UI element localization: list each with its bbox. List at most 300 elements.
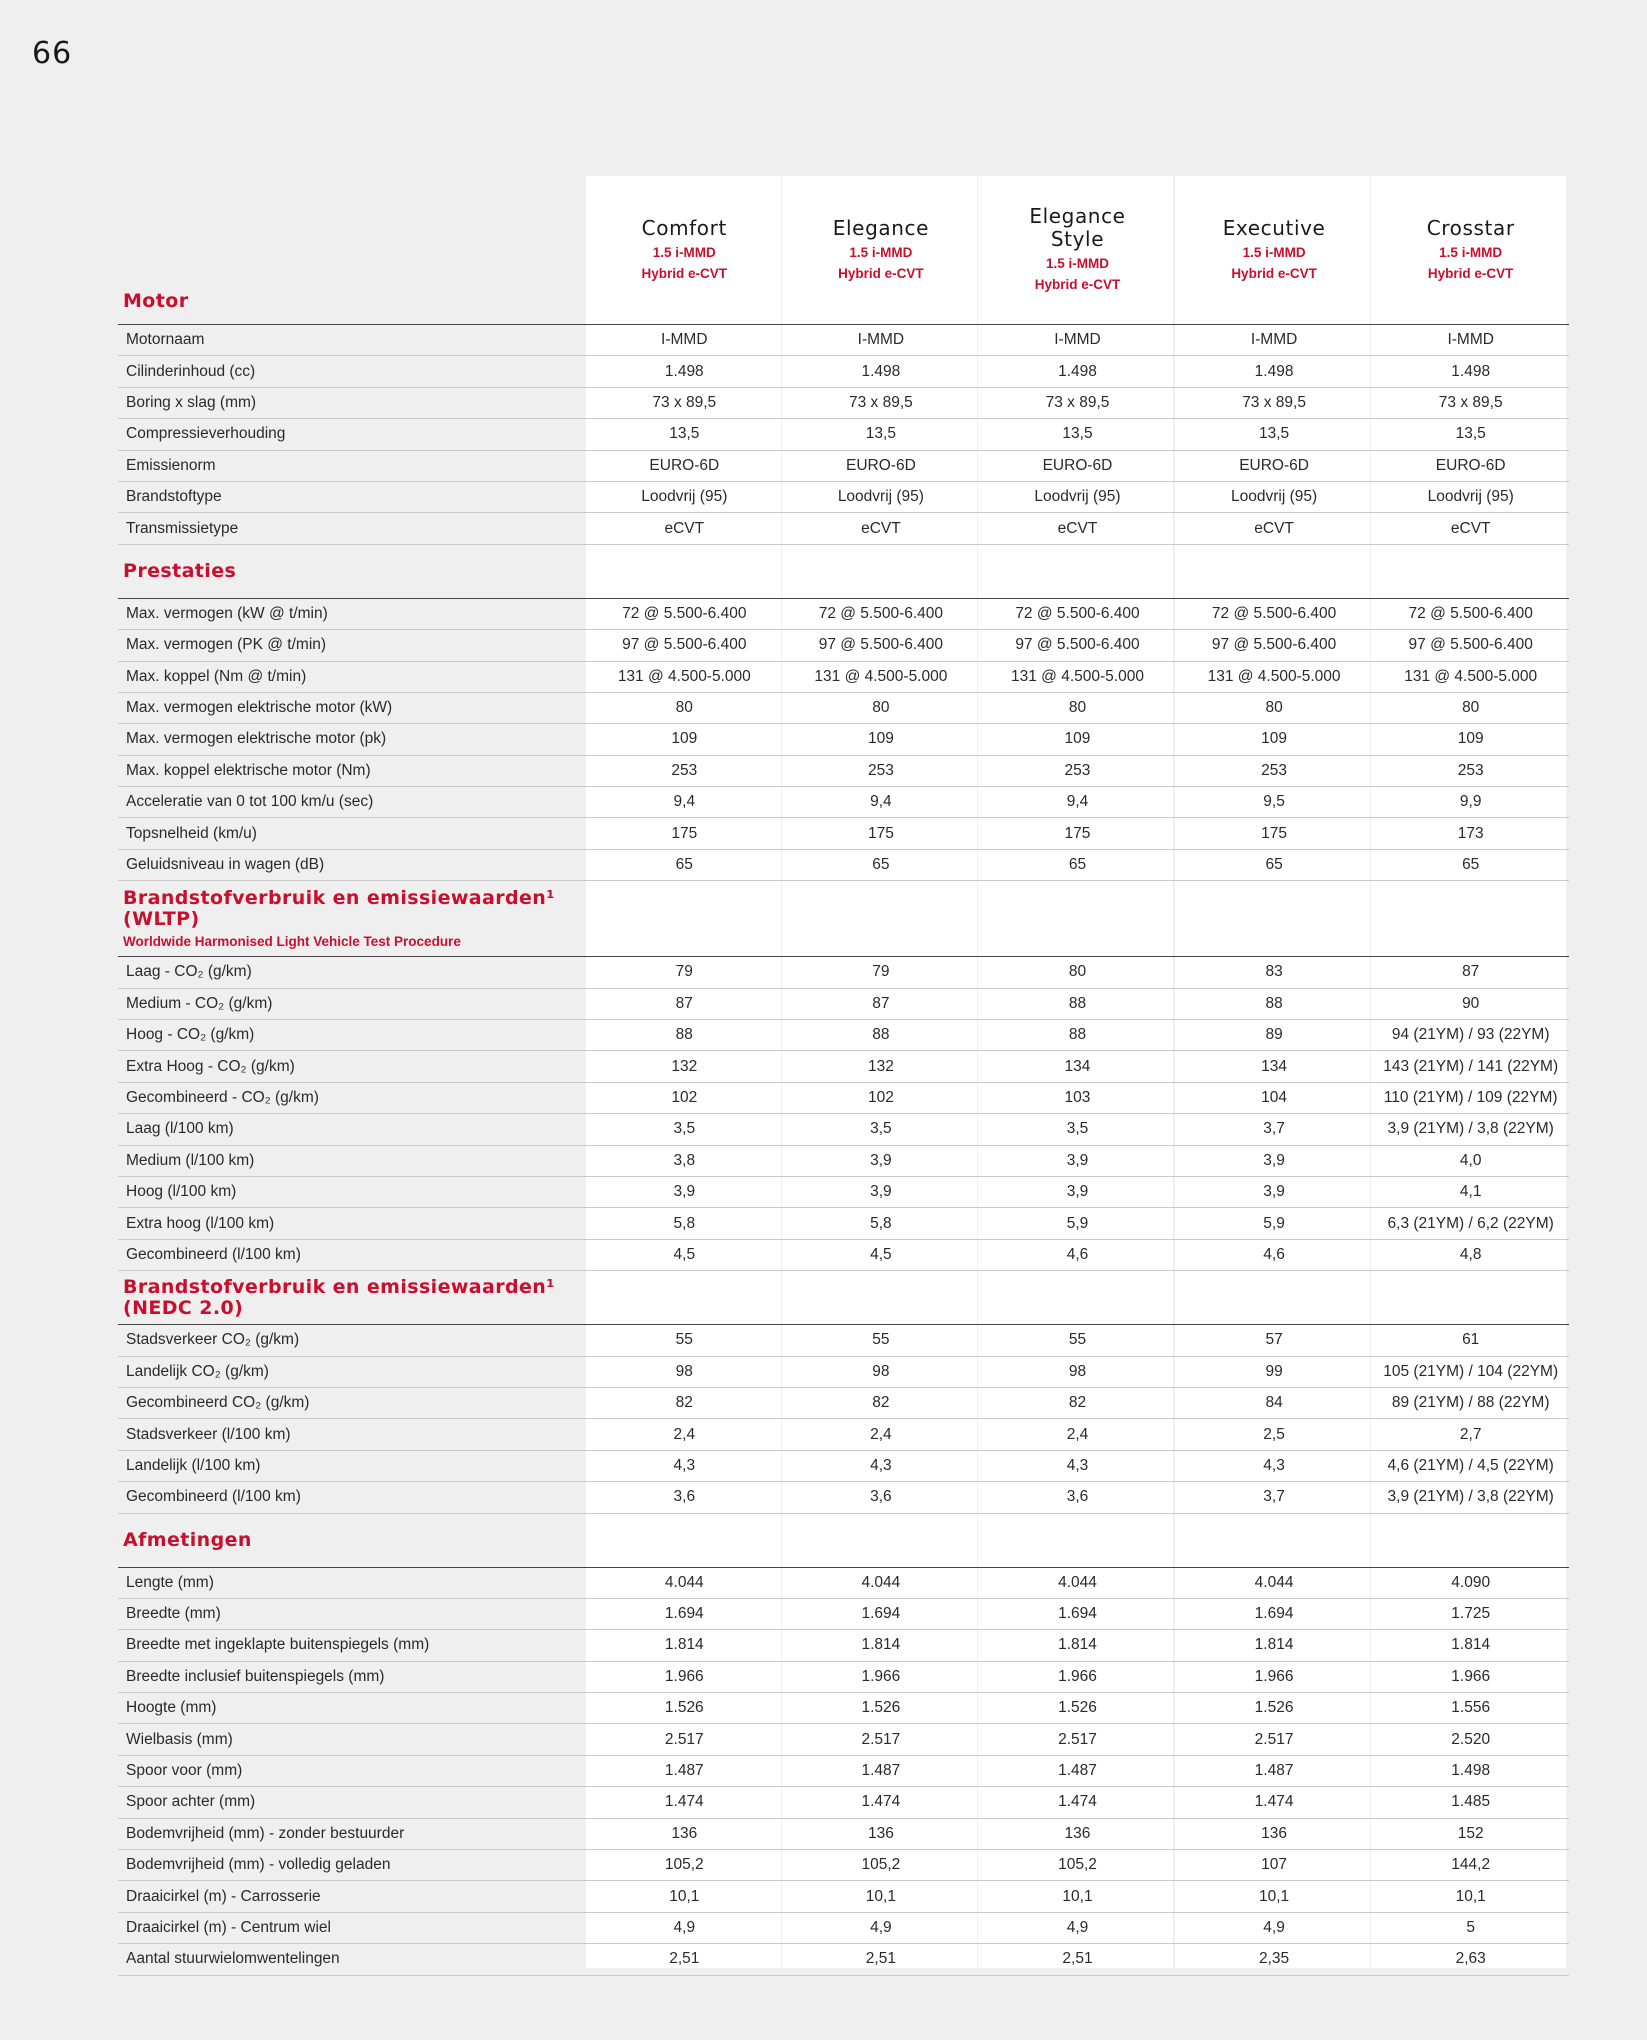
- spec-value: 1.526: [783, 1693, 980, 1724]
- spec-value: 2.520: [1372, 1724, 1569, 1755]
- spec-value: 1.694: [1176, 1598, 1373, 1629]
- spec-value: 253: [586, 755, 783, 786]
- spec-value: 175: [1176, 818, 1373, 849]
- spec-label: Max. vermogen elektrische motor (kW): [118, 692, 586, 723]
- table-row: [118, 1387, 1569, 1418]
- spec-label: Breedte (mm): [118, 1598, 586, 1629]
- spec-label: Max. vermogen elektrische motor (pk): [118, 724, 586, 755]
- table-row: [118, 661, 1569, 692]
- spec-value: 80: [979, 692, 1176, 723]
- spec-value: Loodvrij (95): [783, 481, 980, 512]
- spec-value: 4,1: [1372, 1176, 1569, 1207]
- table-row: [118, 1239, 1569, 1270]
- section-empty-cell: [979, 1271, 1176, 1325]
- spec-value: 1.694: [586, 1598, 783, 1629]
- spec-value: I-MMD: [1372, 325, 1569, 356]
- section-empty-cell: [783, 544, 980, 598]
- spec-value: 13,5: [586, 419, 783, 450]
- spec-value: 10,1: [783, 1881, 980, 1912]
- spec-value: 4.044: [783, 1567, 980, 1598]
- table-row: [118, 1693, 1569, 1724]
- table-row: [118, 1145, 1569, 1176]
- spec-value: eCVT: [1176, 513, 1373, 544]
- spec-value: 132: [783, 1051, 980, 1082]
- spec-value: 105,2: [586, 1850, 783, 1881]
- spec-value: 4,8: [1372, 1239, 1569, 1270]
- spec-value: 65: [783, 849, 980, 880]
- spec-label: Aantal stuurwielomwentelingen: [118, 1944, 586, 1975]
- spec-value: 5,8: [783, 1208, 980, 1239]
- spec-value: 10,1: [979, 1881, 1176, 1912]
- spec-table: [118, 176, 1569, 1976]
- table-row: [118, 356, 1569, 387]
- section-empty-cell: [1176, 1513, 1373, 1567]
- table-row: [118, 1325, 1569, 1356]
- spec-value: 1.966: [586, 1661, 783, 1692]
- section-title-cell: [118, 881, 586, 957]
- table-row: [118, 450, 1569, 481]
- model-engine-line1: 1.5 i-MMD: [652, 244, 716, 260]
- spec-value: 136: [586, 1818, 783, 1849]
- spec-value: 175: [586, 818, 783, 849]
- table-row: [118, 957, 1569, 988]
- spec-value: 88: [979, 1020, 1176, 1051]
- section-title: Prestaties: [123, 559, 237, 582]
- spec-value: 2,35: [1176, 1944, 1373, 1975]
- spec-value: 4,9: [979, 1912, 1176, 1943]
- section-empty-cell: [586, 1271, 783, 1325]
- model-engine-line2: Hybrid e-CVT: [641, 265, 728, 281]
- spec-value: 4,3: [783, 1450, 980, 1481]
- spec-value: 1.966: [783, 1661, 980, 1692]
- spec-value: 2,63: [1372, 1944, 1569, 1975]
- spec-value: 1.966: [1372, 1661, 1569, 1692]
- spec-value: 1.966: [1176, 1661, 1373, 1692]
- table-row: [118, 1020, 1569, 1051]
- spec-value: 173: [1372, 818, 1569, 849]
- spec-value: 2,5: [1176, 1419, 1373, 1450]
- model-name: Elegance Style: [1029, 204, 1126, 251]
- spec-label: Max. vermogen (PK @ t/min): [118, 630, 586, 661]
- spec-value: 72 @ 5.500-6.400: [979, 598, 1176, 629]
- spec-value: 80: [1176, 692, 1373, 723]
- table-row: [118, 1482, 1569, 1513]
- spec-label: Medium (l/100 km): [118, 1145, 586, 1176]
- model-header-cell: [783, 176, 980, 325]
- model-engine-line1: 1.5 i-MMD: [849, 244, 913, 260]
- spec-value: 9,9: [1372, 787, 1569, 818]
- spec-value: 1.814: [586, 1630, 783, 1661]
- spec-value: 99: [1176, 1356, 1373, 1387]
- spec-label: Extra Hoog - CO₂ (g/km): [118, 1051, 586, 1082]
- spec-value: 102: [783, 1082, 980, 1113]
- spec-value: 5,9: [1176, 1208, 1373, 1239]
- table-row: [118, 419, 1569, 450]
- spec-value: 10,1: [586, 1881, 783, 1912]
- spec-value: 107: [1176, 1850, 1373, 1881]
- spec-value: 3,8: [586, 1145, 783, 1176]
- spec-value: Loodvrij (95): [586, 481, 783, 512]
- spec-label: Bodemvrijheid (mm) - zonder bestuurder: [118, 1818, 586, 1849]
- spec-value: 80: [979, 957, 1176, 988]
- spec-value: 72 @ 5.500-6.400: [586, 598, 783, 629]
- spec-value: 61: [1372, 1325, 1569, 1356]
- spec-value: 1.526: [979, 1693, 1176, 1724]
- spec-label: Landelijk (l/100 km): [118, 1450, 586, 1481]
- table-row: [118, 1944, 1569, 1975]
- section-empty-cell: [1372, 1271, 1569, 1325]
- spec-value: 9,5: [1176, 787, 1373, 818]
- spec-value: EURO-6D: [979, 450, 1176, 481]
- spec-value: 1.474: [783, 1787, 980, 1818]
- spec-value: 79: [586, 957, 783, 988]
- spec-value: 110 (21YM) / 109 (22YM): [1372, 1082, 1569, 1113]
- spec-value: 4,9: [783, 1912, 980, 1943]
- spec-value: 73 x 89,5: [783, 387, 980, 418]
- spec-value: 98: [783, 1356, 980, 1387]
- table-row: [118, 1598, 1569, 1629]
- model-header-cell: [979, 176, 1176, 325]
- spec-label: Hoogte (mm): [118, 1693, 586, 1724]
- section-header-row: [118, 1271, 1569, 1325]
- spec-value: 4,6 (21YM) / 4,5 (22YM): [1372, 1450, 1569, 1481]
- table-row: [118, 1724, 1569, 1755]
- spec-label: Max. vermogen (kW @ t/min): [118, 598, 586, 629]
- spec-value: 3,6: [783, 1482, 980, 1513]
- spec-label: Bodemvrijheid (mm) - volledig geladen: [118, 1850, 586, 1881]
- spec-value: 131 @ 4.500-5.000: [1176, 661, 1373, 692]
- table-row: [118, 1850, 1569, 1881]
- spec-value: 4.090: [1372, 1567, 1569, 1598]
- model-engine-line2: Hybrid e-CVT: [1427, 265, 1514, 281]
- spec-label: Topsnelheid (km/u): [118, 818, 586, 849]
- spec-label: Gecombineerd (l/100 km): [118, 1482, 586, 1513]
- model-engine-line2: Hybrid e-CVT: [838, 265, 924, 281]
- table-row: [118, 787, 1569, 818]
- spec-value: 253: [1176, 755, 1373, 786]
- model-name: Crosstar: [1426, 215, 1515, 240]
- spec-value: Loodvrij (95): [979, 481, 1176, 512]
- spec-value: 2,4: [586, 1419, 783, 1450]
- spec-value: 97 @ 5.500-6.400: [1176, 630, 1373, 661]
- spec-label: Acceleratie van 0 tot 100 km/u (sec): [118, 787, 586, 818]
- spec-value: EURO-6D: [1176, 450, 1373, 481]
- model-engine-line1: 1.5 i-MMD: [1045, 256, 1109, 271]
- spec-value: 3,5: [979, 1114, 1176, 1145]
- table-row: [118, 692, 1569, 723]
- spec-label: Extra hoog (l/100 km): [118, 1208, 586, 1239]
- spec-value: 10,1: [1176, 1881, 1373, 1912]
- spec-value: 10,1: [1372, 1881, 1569, 1912]
- spec-value: 175: [979, 818, 1176, 849]
- section-title: Brandstofverbruik en emissiewaarden¹ (NEDC 2.0): [123, 1275, 555, 1319]
- spec-label: Hoog (l/100 km): [118, 1176, 586, 1207]
- spec-value: 3,9 (21YM) / 3,8 (22YM): [1372, 1482, 1569, 1513]
- spec-value: 109: [783, 724, 980, 755]
- spec-value: 136: [1176, 1818, 1373, 1849]
- spec-value: 1.966: [979, 1661, 1176, 1692]
- spec-value: 73 x 89,5: [1176, 387, 1373, 418]
- spec-label: Gecombineerd (l/100 km): [118, 1239, 586, 1270]
- spec-value: I-MMD: [979, 325, 1176, 356]
- section-empty-cell: [586, 544, 783, 598]
- spec-value: Loodvrij (95): [1176, 481, 1373, 512]
- table-row: [118, 481, 1569, 512]
- spec-value: 1.487: [586, 1755, 783, 1786]
- section-title-cell: [118, 1513, 586, 1567]
- spec-value: 109: [1372, 724, 1569, 755]
- spec-value: 82: [586, 1387, 783, 1418]
- table-row: [118, 1419, 1569, 1450]
- spec-value: 134: [979, 1051, 1176, 1082]
- spec-value: 5: [1372, 1912, 1569, 1943]
- section-empty-cell: [1372, 544, 1569, 598]
- spec-value: 80: [586, 692, 783, 723]
- table-row: [118, 325, 1569, 356]
- table-row: [118, 1787, 1569, 1818]
- spec-label: Motornaam: [118, 325, 586, 356]
- spec-value: 5,8: [586, 1208, 783, 1239]
- spec-value: 2.517: [979, 1724, 1176, 1755]
- spec-value: 131 @ 4.500-5.000: [783, 661, 980, 692]
- spec-value: 1.526: [586, 1693, 783, 1724]
- section-empty-cell: [979, 544, 1176, 598]
- spec-label: Gecombineerd CO₂ (g/km): [118, 1387, 586, 1418]
- spec-value: 83: [1176, 957, 1373, 988]
- spec-value: 1.498: [783, 356, 980, 387]
- spec-value: 9,4: [979, 787, 1176, 818]
- spec-value: 97 @ 5.500-6.400: [979, 630, 1176, 661]
- table-row: [118, 1176, 1569, 1207]
- spec-value: 3,9: [979, 1145, 1176, 1176]
- spec-value: 4,6: [1176, 1239, 1373, 1270]
- section-header-row: [118, 881, 1569, 957]
- spec-value: 82: [783, 1387, 980, 1418]
- spec-value: 1.814: [1176, 1630, 1373, 1661]
- spec-value: 3,7: [1176, 1114, 1373, 1145]
- spec-label: Brandstoftype: [118, 481, 586, 512]
- spec-value: 105,2: [979, 1850, 1176, 1881]
- spec-value: 98: [586, 1356, 783, 1387]
- spec-value: 1.498: [979, 356, 1176, 387]
- spec-value: 143 (21YM) / 141 (22YM): [1372, 1051, 1569, 1082]
- section-empty-cell: [783, 881, 980, 957]
- table-row: [118, 755, 1569, 786]
- spec-value: 65: [1372, 849, 1569, 880]
- spec-value: 253: [979, 755, 1176, 786]
- spec-value: 65: [1176, 849, 1373, 880]
- table-row: [118, 1082, 1569, 1113]
- model-engine-line2: Hybrid e-CVT: [1034, 277, 1121, 292]
- section-empty-cell: [1176, 881, 1373, 957]
- section-subtitle: Worldwide Harmonised Light Vehicle Test Procedure: [123, 934, 461, 950]
- spec-value: 4,5: [783, 1239, 980, 1270]
- spec-value: 73 x 89,5: [586, 387, 783, 418]
- spec-value: 1.694: [979, 1598, 1176, 1629]
- table-row: [118, 1630, 1569, 1661]
- spec-value: 131 @ 4.500-5.000: [586, 661, 783, 692]
- section-title-cell: [118, 176, 586, 325]
- spec-value: 2,51: [783, 1944, 980, 1975]
- spec-value: 90: [1372, 988, 1569, 1019]
- spec-label: Max. koppel elektrische motor (Nm): [118, 755, 586, 786]
- table-row: [118, 849, 1569, 880]
- spec-value: 1.498: [1176, 356, 1373, 387]
- spec-value: 2,51: [979, 1944, 1176, 1975]
- spec-value: 175: [783, 818, 980, 849]
- spec-value: 109: [1176, 724, 1373, 755]
- spec-value: 79: [783, 957, 980, 988]
- table-row: [118, 630, 1569, 661]
- spec-value: 131 @ 4.500-5.000: [979, 661, 1176, 692]
- spec-value: 2,4: [783, 1419, 980, 1450]
- spec-value: 13,5: [783, 419, 980, 450]
- spec-value: 97 @ 5.500-6.400: [1372, 630, 1569, 661]
- spec-value: 72 @ 5.500-6.400: [1176, 598, 1373, 629]
- spec-label: Hoog - CO₂ (g/km): [118, 1020, 586, 1051]
- spec-label: Geluidsniveau in wagen (dB): [118, 849, 586, 880]
- spec-label: Stadsverkeer CO₂ (g/km): [118, 1325, 586, 1356]
- spec-value: 4,3: [586, 1450, 783, 1481]
- section-empty-cell: [586, 1513, 783, 1567]
- spec-value: 3,9: [1176, 1176, 1373, 1207]
- spec-value: 1.498: [1372, 1755, 1569, 1786]
- spec-value: 13,5: [1176, 419, 1373, 450]
- spec-label: Medium - CO₂ (g/km): [118, 988, 586, 1019]
- table-row: [118, 1567, 1569, 1598]
- model-header-cell: [586, 176, 783, 325]
- table-row: [118, 988, 1569, 1019]
- model-name: Executive: [1222, 215, 1326, 240]
- table-row: [118, 598, 1569, 629]
- spec-value: 1.814: [1372, 1630, 1569, 1661]
- spec-label: Stadsverkeer (l/100 km): [118, 1419, 586, 1450]
- spec-value: 2.517: [586, 1724, 783, 1755]
- spec-value: 132: [586, 1051, 783, 1082]
- spec-value: 1.725: [1372, 1598, 1569, 1629]
- section-empty-cell: [783, 1513, 980, 1567]
- section-empty-cell: [586, 881, 783, 957]
- table-row: [118, 1114, 1569, 1145]
- model-header-cell: [1372, 176, 1569, 325]
- spec-value: 4,3: [1176, 1450, 1373, 1481]
- spec-label: Boring x slag (mm): [118, 387, 586, 418]
- spec-value: 1.474: [1176, 1787, 1373, 1818]
- spec-value: 89: [1176, 1020, 1373, 1051]
- spec-value: 1.474: [979, 1787, 1176, 1818]
- spec-label: Cilinderinhoud (cc): [118, 356, 586, 387]
- spec-value: 3,5: [586, 1114, 783, 1145]
- spec-value: 105,2: [783, 1850, 980, 1881]
- spec-label: Landelijk CO₂ (g/km): [118, 1356, 586, 1387]
- spec-value: 1.814: [979, 1630, 1176, 1661]
- spec-value: 253: [1372, 755, 1569, 786]
- spec-value: 65: [586, 849, 783, 880]
- page-number: 66: [32, 36, 73, 71]
- spec-value: 103: [979, 1082, 1176, 1113]
- section-header-row: [118, 544, 1569, 598]
- spec-value: 3,9: [586, 1176, 783, 1207]
- spec-value: 4.044: [979, 1567, 1176, 1598]
- spec-value: 3,6: [979, 1482, 1176, 1513]
- spec-value: 136: [979, 1818, 1176, 1849]
- table-row: [118, 724, 1569, 755]
- spec-value: 3,9 (21YM) / 3,8 (22YM): [1372, 1114, 1569, 1145]
- spec-value: 4.044: [586, 1567, 783, 1598]
- spec-value: 1.474: [586, 1787, 783, 1818]
- spec-label: Laag - CO₂ (g/km): [118, 957, 586, 988]
- spec-value: 73 x 89,5: [979, 387, 1176, 418]
- spec-value: eCVT: [979, 513, 1176, 544]
- spec-value: 4,3: [979, 1450, 1176, 1481]
- spec-label: Transmissietype: [118, 513, 586, 544]
- spec-value: 1.498: [1372, 356, 1569, 387]
- spec-value: 105 (21YM) / 104 (22YM): [1372, 1356, 1569, 1387]
- spec-value: 1.487: [979, 1755, 1176, 1786]
- spec-value: 73 x 89,5: [1372, 387, 1569, 418]
- spec-value: 88: [1176, 988, 1373, 1019]
- spec-value: 9,4: [783, 787, 980, 818]
- spec-value: 72 @ 5.500-6.400: [783, 598, 980, 629]
- model-name: Comfort: [641, 215, 727, 240]
- table-row: [118, 1051, 1569, 1082]
- spec-label: Emissienorm: [118, 450, 586, 481]
- table-row: [118, 818, 1569, 849]
- spec-value: 72 @ 5.500-6.400: [1372, 598, 1569, 629]
- table-row: [118, 1208, 1569, 1239]
- spec-value: 109: [586, 724, 783, 755]
- spec-value: 2,51: [586, 1944, 783, 1975]
- spec-label: Wielbasis (mm): [118, 1724, 586, 1755]
- spec-value: 80: [783, 692, 980, 723]
- model-name: Elegance: [832, 215, 929, 240]
- spec-value: 144,2: [1372, 1850, 1569, 1881]
- table-row: [118, 1661, 1569, 1692]
- spec-value: 13,5: [979, 419, 1176, 450]
- spec-value: eCVT: [586, 513, 783, 544]
- spec-value: I-MMD: [783, 325, 980, 356]
- spec-value: 55: [979, 1325, 1176, 1356]
- spec-value: 1.814: [783, 1630, 980, 1661]
- spec-value: 3,9: [979, 1176, 1176, 1207]
- spec-value: 1.556: [1372, 1693, 1569, 1724]
- section-header-row: [118, 176, 1569, 325]
- spec-value: 2.517: [1176, 1724, 1373, 1755]
- section-title-cell: [118, 1271, 586, 1325]
- spec-value: 1.487: [783, 1755, 980, 1786]
- spec-value: 4.044: [1176, 1567, 1373, 1598]
- spec-value: 1.694: [783, 1598, 980, 1629]
- spec-value: 88: [586, 1020, 783, 1051]
- spec-value: 4,5: [586, 1239, 783, 1270]
- spec-label: Max. koppel (Nm @ t/min): [118, 661, 586, 692]
- section-empty-cell: [1176, 1271, 1373, 1325]
- model-engine-line1: 1.5 i-MMD: [1242, 244, 1306, 260]
- spec-value: 9,4: [586, 787, 783, 818]
- spec-value: 88: [979, 988, 1176, 1019]
- spec-value: 55: [783, 1325, 980, 1356]
- spec-value: 136: [783, 1818, 980, 1849]
- spec-value: 13,5: [1372, 419, 1569, 450]
- spec-value: 4,9: [586, 1912, 783, 1943]
- spec-value: 3,6: [586, 1482, 783, 1513]
- spec-value: 89 (21YM) / 88 (22YM): [1372, 1387, 1569, 1418]
- section-empty-cell: [1372, 1513, 1569, 1567]
- section-header-row: [118, 1513, 1569, 1567]
- spec-value: 55: [586, 1325, 783, 1356]
- spec-value: 3,9: [783, 1176, 980, 1207]
- spec-value: 253: [783, 755, 980, 786]
